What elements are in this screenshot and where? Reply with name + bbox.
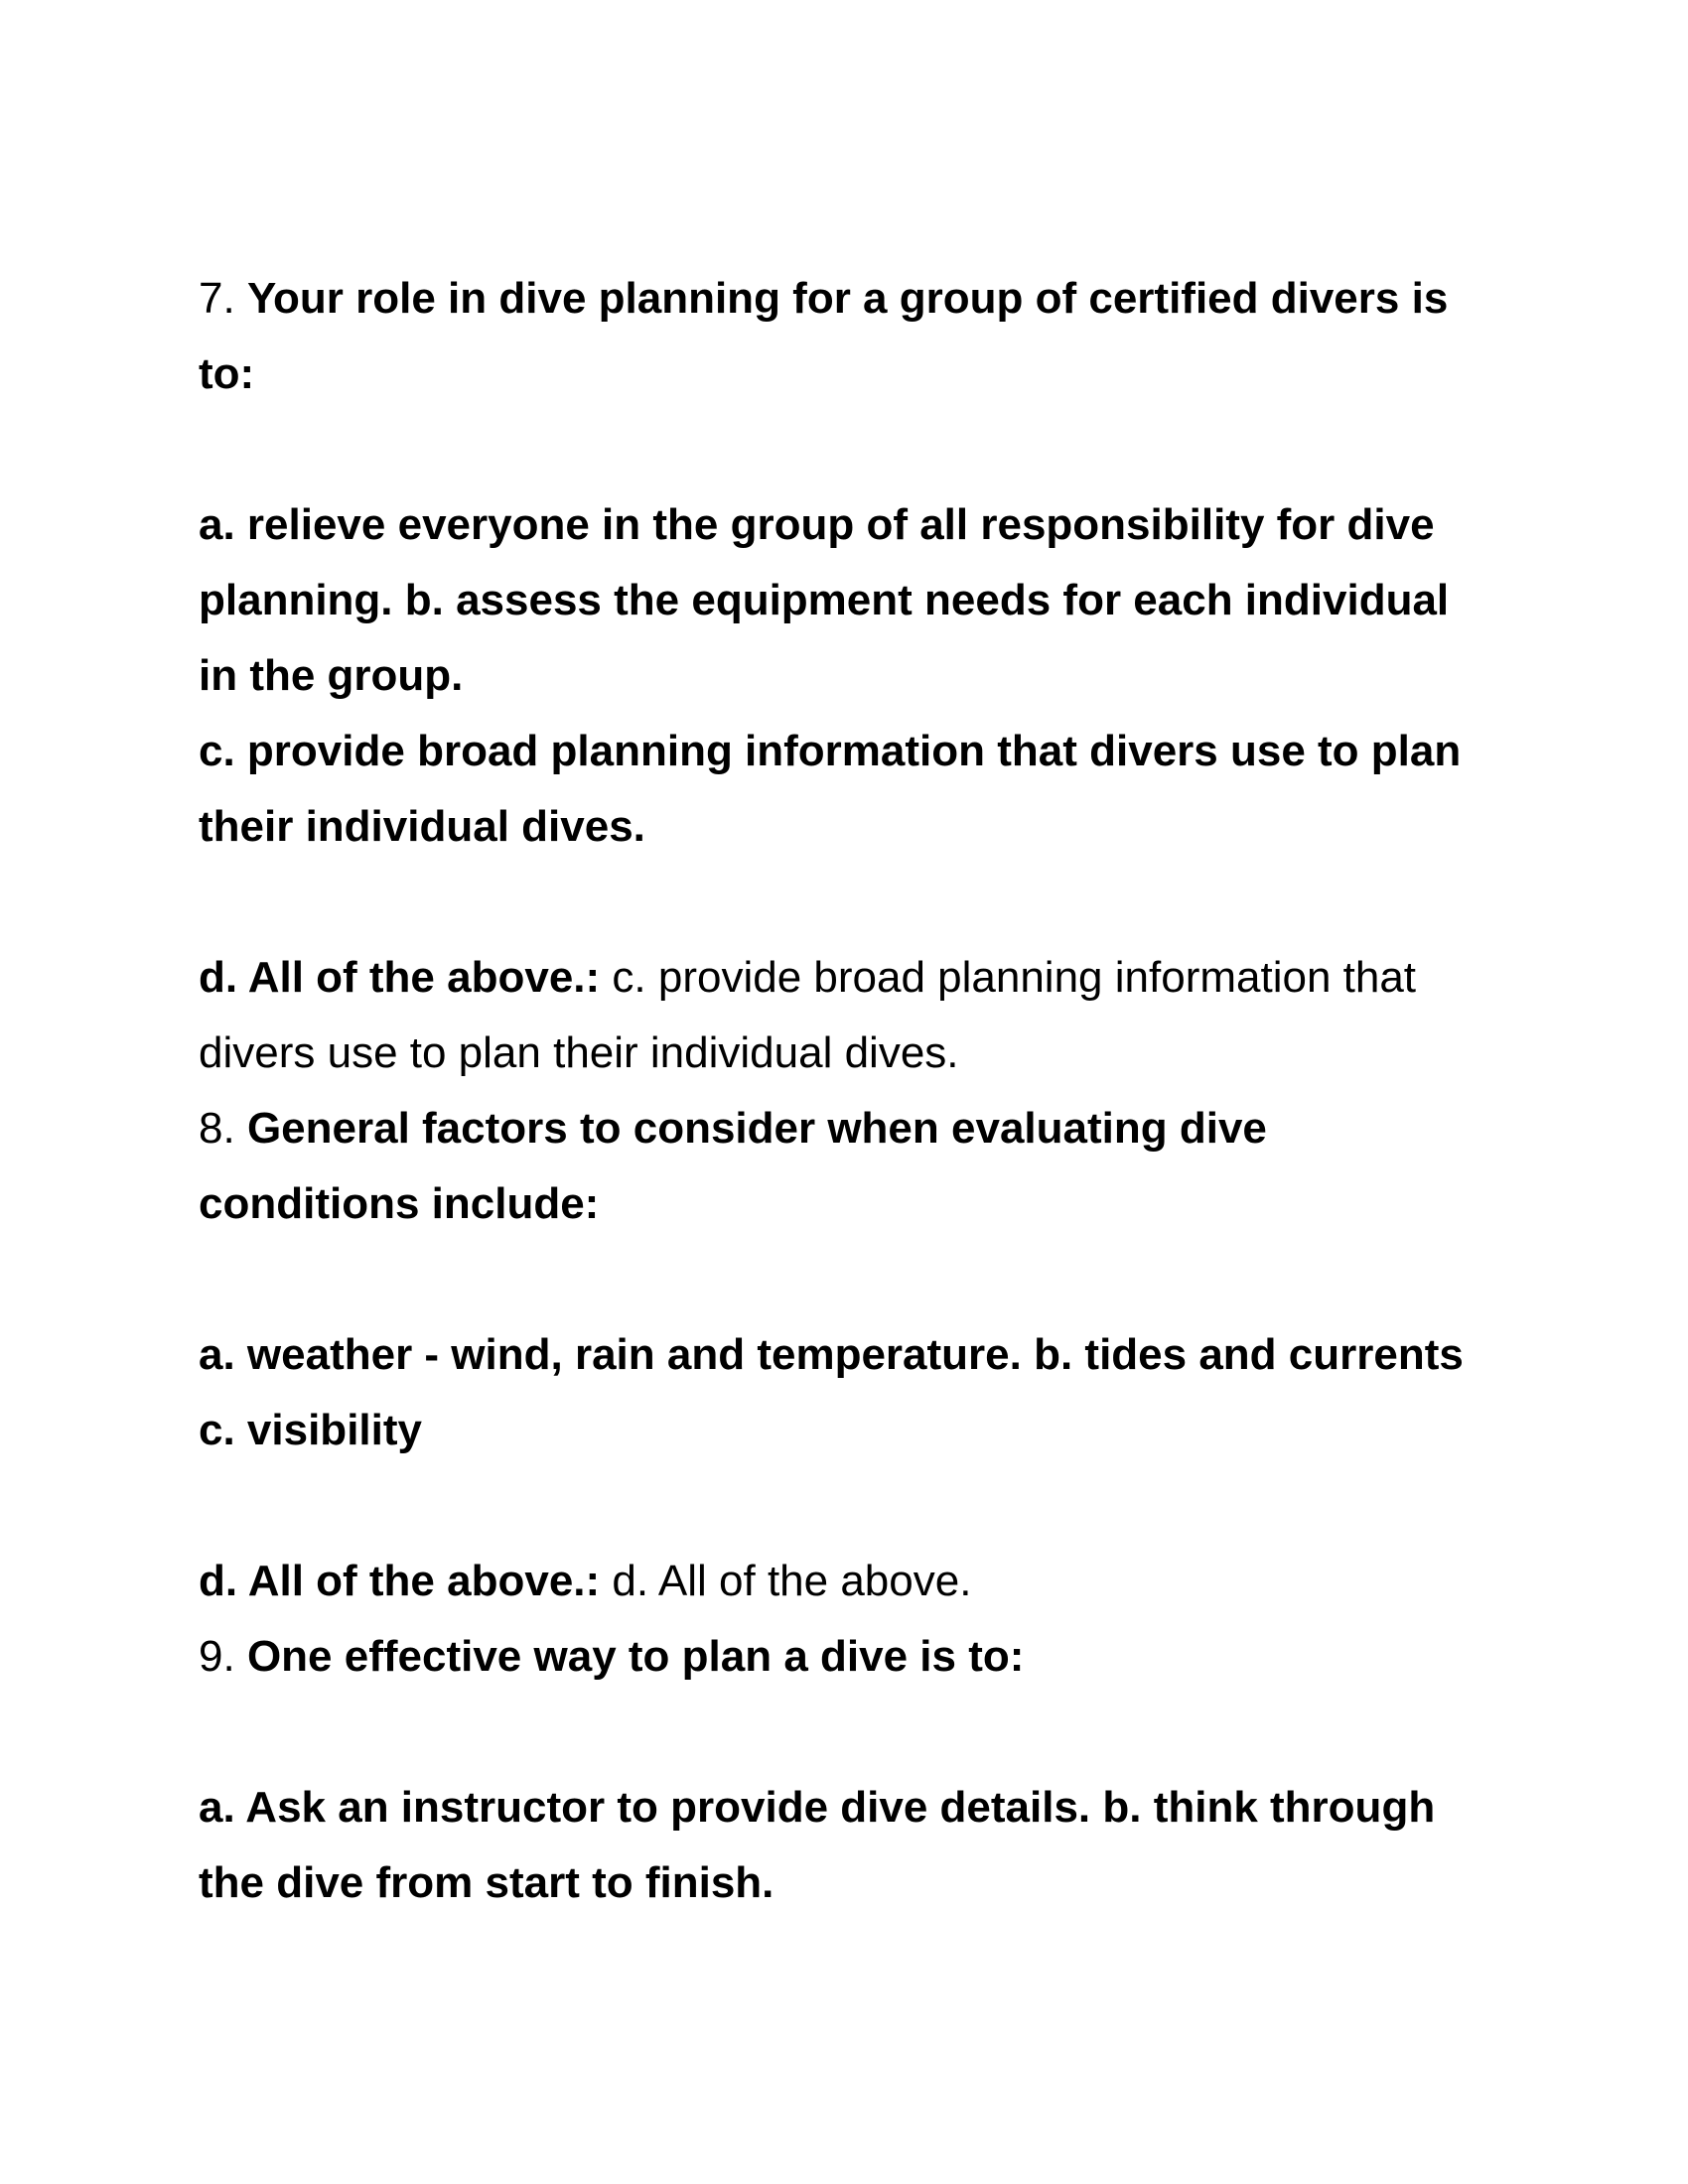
document-page — [199, 261, 1489, 1921]
options-text: a. relieve everyone in the group of all responsibility for dive planning. b. assess the equipment needs for each individual in the group. — [199, 500, 1450, 700]
question-7-prompt — [199, 261, 1489, 412]
question-text: Your role in dive planning for a group of certified divers is to: — [199, 274, 1449, 398]
answer-text: d. All of the above. — [612, 1557, 972, 1605]
question-7-option-c — [199, 714, 1489, 865]
question-number: 9. — [199, 1632, 235, 1681]
options-text: c. provide broad planning information that divers use to plan their individual dives. — [199, 727, 1462, 851]
spacer — [199, 865, 1489, 940]
options-text: a. Ask an instructor to provide dive details. b. think through the dive from start to finish. — [199, 1783, 1436, 1907]
spacer — [199, 1242, 1489, 1317]
question-7-answer — [199, 940, 1489, 1091]
question-7-options-ab — [199, 487, 1489, 714]
question-8-prompt — [199, 1091, 1489, 1242]
question-text: One effective way to plan a dive is to: — [246, 1632, 1025, 1681]
answer-text: c. provide broad planning information that divers use to plan their individual dives. — [199, 953, 1417, 1077]
question-text: General factors to consider when evaluating dive conditions include: — [199, 1104, 1267, 1228]
question-8-answer — [199, 1544, 1489, 1619]
question-number: 7. — [199, 274, 235, 323]
options-text: a. weather - wind, rain and temperature. b. tides and currents c. visibility — [199, 1330, 1464, 1454]
spacer — [199, 1468, 1489, 1544]
question-number: 8. — [199, 1104, 235, 1153]
question-9-prompt — [199, 1619, 1489, 1695]
option-d-label: d. All of the above.: — [199, 953, 601, 1002]
question-9-options — [199, 1770, 1489, 1921]
spacer — [199, 412, 1489, 487]
question-8-options — [199, 1317, 1489, 1468]
option-d-label: d. All of the above.: — [199, 1557, 601, 1605]
spacer — [199, 1695, 1489, 1770]
